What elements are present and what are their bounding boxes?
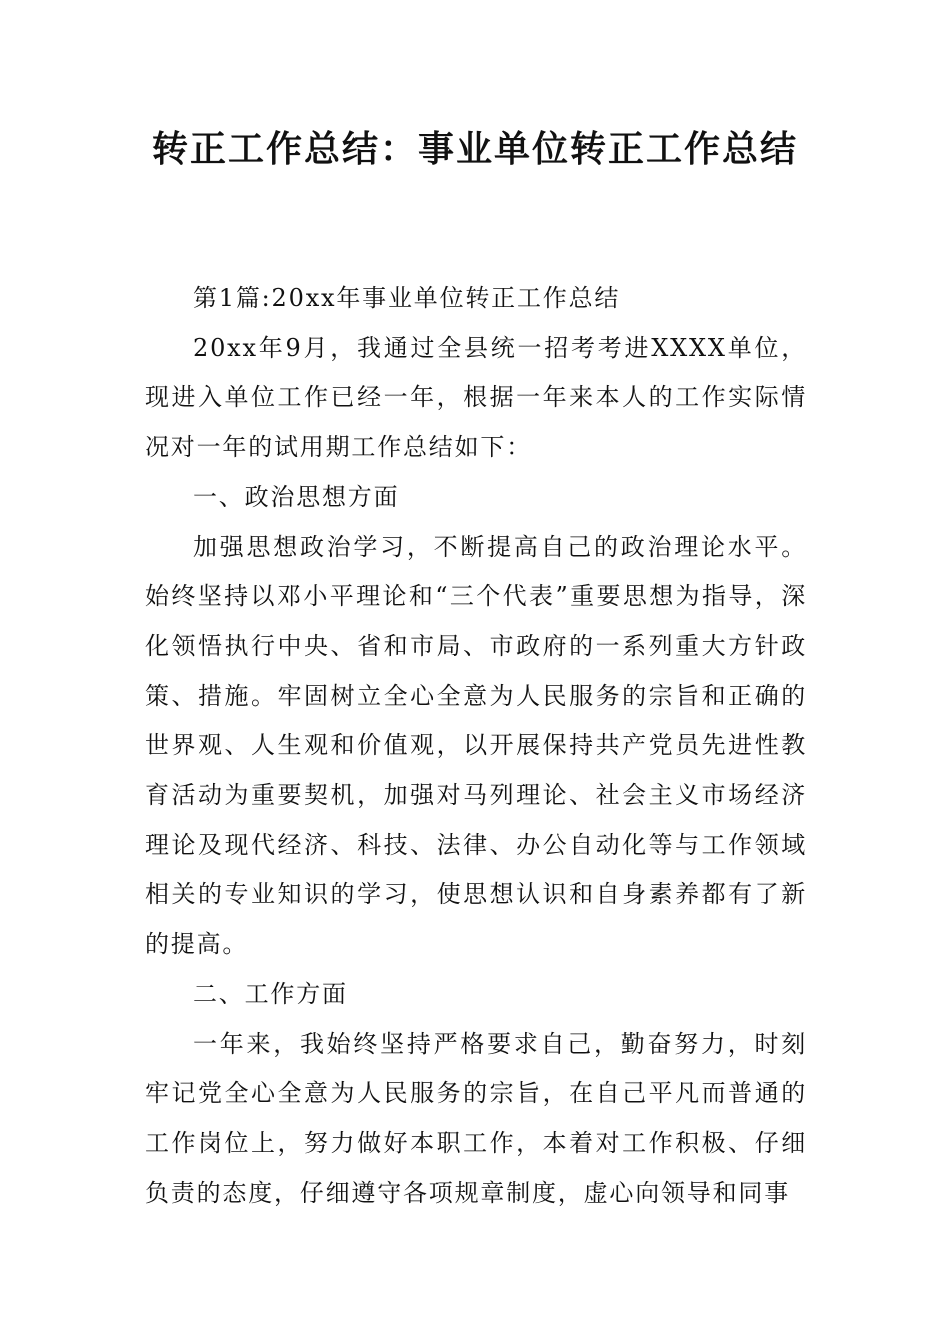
section-heading-part-1: 第1篇:20xx年事业单位转正工作总结 [193,284,621,312]
section-heading-work: 二、工作方面 [193,979,348,1008]
paragraph-intro: 20xx年9月，我通过全县统一招考考进XXXX单位，现进入单位工作已经一年，根据一年来本人的工作实际情况对一年的试用期工作总结如下： [145,333,807,462]
paragraph-work: 一年来，我始终坚持严格要求自己，勤奋努力，时刻牢记党全心全意为人民服务的宗旨，在自己平凡而普通的工作岗位上，努力做好本职工作，本着对工作积极、仔细负责的态度，仔细遵守各项规章制度，虚心向领导和同事 [145,1029,807,1207]
document-title: 转正工作总结：事业单位转正工作总结 [151,129,798,170]
paragraph-political: 加强思想政治学习，不断提高自己的政治理论水平。始终坚持以邓小平理论和“三个代表”重要思想为指导，深化领悟执行中央、省和市局、市政府的一系列重大方针政策、措施。牢固树立全心全意为人民服务的宗旨和正确的世界观、人生观和价值观，以开展保持共产党员先进性教育活动为重要契机，加强对马列理论、社会主义市场经济理论及现代经济、科技、法律、办公自动化等与工作领域相关的专业知识的学习，使思想认识和自身素养都有了新的提高。 [145,532,807,959]
document-body [145,274,807,1218]
section-heading-political: 一、政治思想方面 [193,482,400,511]
